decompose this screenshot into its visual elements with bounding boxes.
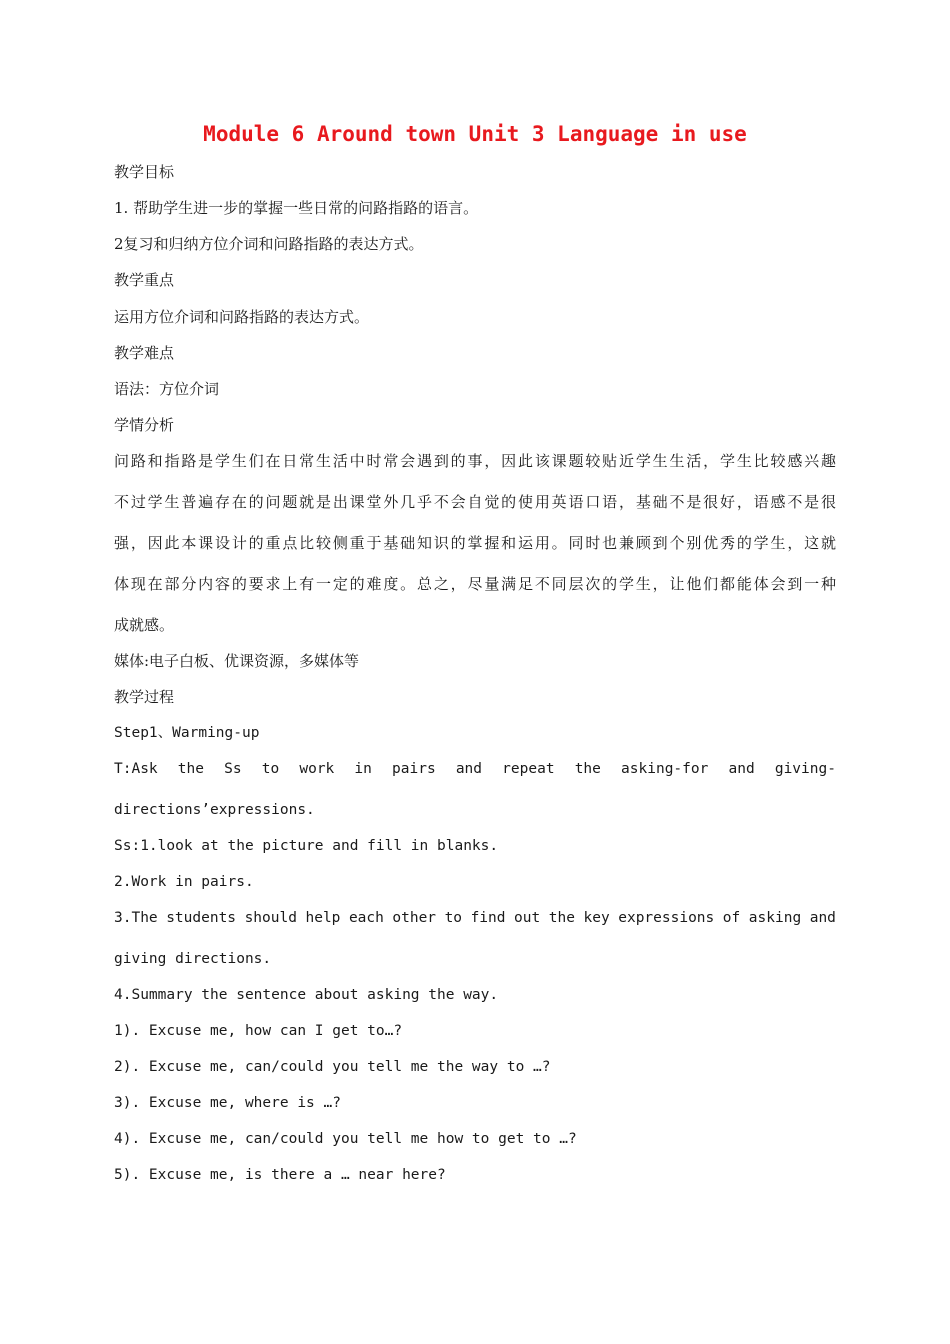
expression-3: 3). Excuse me, where is …?	[114, 1095, 341, 1111]
word: repeat	[502, 761, 555, 777]
heading-analysis: 学情分析	[114, 416, 175, 434]
students-task-4: 4.Summary the sentence about asking the way.	[114, 987, 499, 1003]
word: the	[574, 761, 601, 777]
objective-2: 2复习和归纳方位介词和问路指路的表达方式。	[114, 235, 424, 253]
word: key	[583, 910, 610, 926]
word: pairs	[392, 761, 436, 777]
heading-key-points: 教学重点	[114, 271, 175, 289]
step1-title: Step1、Warming-up	[114, 725, 260, 741]
analysis-line-2: 不过学生普遍存在的问题就是出课堂外几乎不会自觉的使用英语口语，基础不是很好，语感不是很	[114, 493, 836, 511]
heading-teaching-objectives: 教学目标	[114, 163, 175, 181]
word: giving-	[774, 761, 836, 777]
word: and	[455, 761, 483, 777]
analysis-line-3: 强，因此本课设计的重点比较侧重于基础知识的掌握和运用。同时也兼顾到个别优秀的学生，这就	[114, 534, 836, 552]
students-task-3-line-1	[114, 907, 836, 929]
analysis-line-5: 成就感。	[114, 616, 175, 634]
word: asking-for	[621, 761, 709, 777]
word: to	[444, 910, 463, 926]
expression-2: 2). Excuse me, can/could you tell me the way to …?	[114, 1059, 551, 1075]
word: asking	[748, 910, 802, 926]
document-title: Module 6 Around town Unit 3 Language in use	[203, 122, 747, 146]
word: and	[728, 761, 755, 777]
word: and	[809, 910, 836, 926]
students-task-3-line-2: giving directions.	[114, 951, 272, 967]
word: out	[514, 910, 541, 926]
heading-process: 教学过程	[114, 688, 175, 706]
word: of	[722, 910, 741, 926]
word: expressions	[618, 910, 715, 926]
students-task-1: Ss:1.look at the picture and fill in blanks.	[114, 838, 499, 854]
word: work	[299, 761, 335, 777]
analysis-line-1: 问路和指路是学生们在日常生活中时常会遇到的事，因此该课题较贴近学生生活，学生比较感兴趣	[114, 452, 836, 470]
word: 3.The	[114, 910, 158, 926]
teacher-instruction-line-2: directions’expressions.	[114, 802, 315, 818]
word: find	[470, 910, 506, 926]
objective-1: 1. 帮助学生进一步的掌握一些日常的问路指路的语言。	[114, 199, 479, 217]
word: help	[305, 910, 341, 926]
word: the	[177, 761, 204, 777]
students-task-2: 2.Work in pairs.	[114, 874, 254, 890]
word: each	[348, 910, 384, 926]
word: in	[354, 761, 372, 777]
word: other	[392, 910, 437, 926]
heading-difficulties: 教学难点	[114, 344, 175, 362]
expression-5: 5). Excuse me, is there a … near here?	[114, 1167, 446, 1183]
expression-4: 4). Excuse me, can/could you tell me how to get to …?	[114, 1131, 577, 1147]
word: should	[244, 910, 297, 926]
word: the	[548, 910, 575, 926]
difficulties-text: 语法：方位介词	[114, 380, 220, 398]
word: T:Ask	[114, 761, 158, 777]
word: Ss	[224, 761, 242, 777]
key-points-text: 运用方位介词和问路指路的表达方式。	[114, 308, 370, 326]
word: students	[166, 910, 237, 926]
expression-1: 1). Excuse me, how can I get to…?	[114, 1023, 403, 1039]
word: to	[261, 761, 280, 777]
teacher-instruction-line-1	[114, 758, 836, 780]
media-text: 媒体:电子白板、优课资源，多媒体等	[114, 652, 360, 670]
analysis-line-4: 体现在部分内容的要求上有一定的难度。总之，尽量满足不同层次的学生，让他们都能体会到一种	[114, 575, 836, 593]
